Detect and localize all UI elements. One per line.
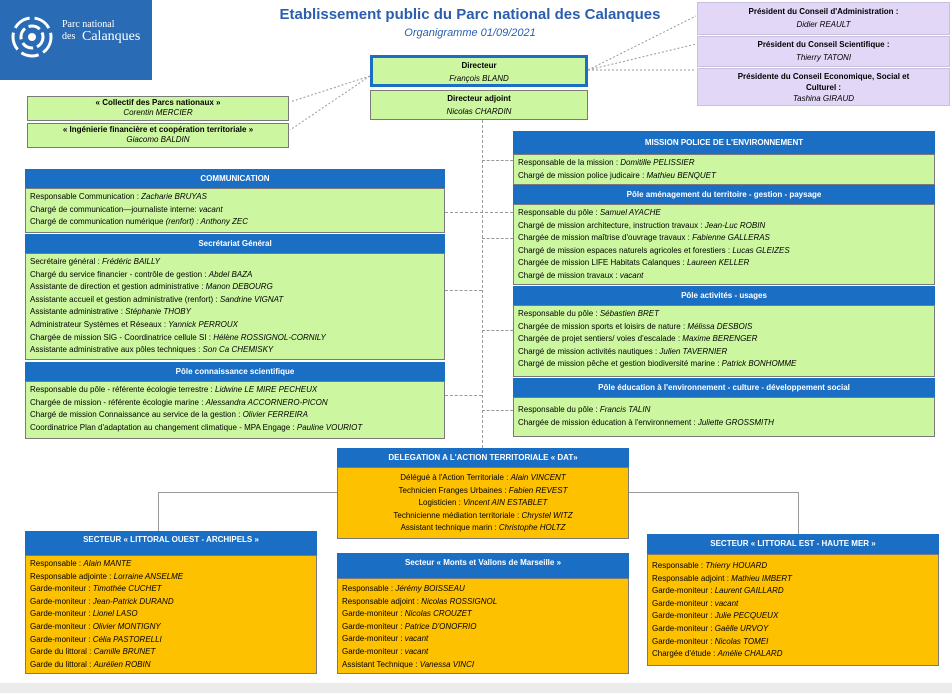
ingenierie-role: « Ingénierie financière et coopération territoriale »	[62, 125, 254, 134]
row-role: Chargé du service financier - contrôle de gestion :	[30, 269, 209, 279]
row-role: Responsable du pôle :	[518, 208, 600, 217]
row-role: Garde-moniteur :	[652, 611, 715, 621]
list-item	[518, 346, 930, 359]
row-role: Garde-moniteur :	[342, 609, 405, 619]
list-item	[30, 294, 440, 307]
row-name: Frédéric BAILLY	[102, 257, 161, 266]
list-item	[518, 245, 930, 258]
row-name: Domitille PELISSIER	[620, 158, 695, 167]
sector-link-est	[798, 492, 799, 534]
row-name: (renfort) : Anthony ZEC	[165, 217, 249, 227]
connector-police	[482, 160, 513, 161]
row-role: Garde-moniteur :	[652, 586, 715, 596]
row-name: Laurent GAILLARD	[714, 586, 784, 596]
council-sci-name: Thierry TATONI	[795, 52, 852, 62]
row-role: Chargé de mission pêche et gestion biodiversité marine :	[518, 359, 722, 369]
list-item	[518, 207, 930, 220]
council-admin-role: Président du Conseil d'Administration :	[748, 7, 899, 16]
row-role: Responsable du pôle - référente écologie terrestre :	[30, 385, 215, 394]
row-name: Patrick BONHOMME	[721, 359, 797, 369]
list-item	[30, 281, 440, 294]
connector-activites	[482, 330, 513, 331]
deputy-box	[370, 90, 588, 120]
row-role: Garde-moniteur :	[652, 598, 715, 608]
communication-box	[25, 188, 445, 233]
row-name: Vincent AIN ESTABLET	[463, 498, 548, 508]
row-role: Garde-moniteur :	[342, 646, 405, 656]
row-name: Mathieu BENQUET	[646, 170, 716, 180]
list-item	[652, 598, 934, 611]
monts-header: Secteur « Monts et Vallons de Marseille »	[337, 553, 629, 578]
collectif-name: Corentin MERCIER	[123, 107, 193, 117]
secretariat-header: Secrétariat Général	[25, 234, 445, 253]
logo-line3: Calanques	[82, 29, 141, 44]
deputy-role: Directeur adjoint	[447, 94, 511, 103]
row-role: Chargé de mission travaux :	[518, 270, 620, 280]
list-item	[342, 596, 624, 609]
row-role: Responsable adjointe :	[30, 571, 114, 581]
list-item	[652, 636, 934, 649]
row-role: Technicien Franges Urbaines :	[398, 485, 509, 495]
logo	[0, 0, 152, 80]
connector-amenagement	[482, 238, 513, 239]
row-role: Assistante accueil et gestion administrative (renfort) :	[30, 294, 220, 304]
row-name: Juliette GROSSMITH	[697, 417, 774, 427]
list-item	[30, 583, 312, 596]
littoral-est-box	[647, 554, 939, 666]
council-economic	[697, 68, 950, 106]
row-name: Jean-Luc ROBIN	[704, 220, 766, 230]
row-name: vacant	[619, 270, 644, 280]
row-name: Francis TALIN	[599, 405, 651, 414]
list-item	[30, 204, 440, 217]
delegation-header: DELEGATION A L'ACTION TERRITORIALE « DAT»	[337, 448, 629, 467]
list-item	[518, 417, 930, 430]
council-admin	[697, 2, 950, 35]
row-role: Chargé de mission activités nautiques :	[518, 346, 660, 356]
education-box	[513, 397, 935, 437]
connector-education	[482, 410, 513, 411]
list-item	[30, 397, 440, 410]
row-role: Chargé de communication numérique	[30, 217, 166, 227]
list-item	[652, 573, 934, 586]
row-name: vacant	[714, 598, 739, 608]
row-name: Alain MANTE	[83, 559, 132, 568]
list-item	[518, 157, 930, 170]
row-role: Chargée de mission SIG - Coordinatrice cellule SI :	[30, 332, 214, 342]
council-admin-name: Didier REAULT	[796, 19, 851, 29]
row-role: Chargé de mission Connaissance au service de la gestion :	[30, 410, 243, 420]
row-name: vacant	[198, 204, 223, 214]
list-item	[30, 344, 440, 357]
row-name: Lidwine LE MIRE PECHEUX	[215, 385, 318, 394]
list-item	[518, 232, 930, 245]
list-item	[518, 257, 930, 270]
row-role: Responsable du pôle :	[518, 309, 600, 318]
amenagement-header: Pôle aménagement du territoire - gestion - paysage	[513, 185, 935, 204]
list-item	[30, 256, 440, 269]
row-role: Chargé de communication—journaliste interne:	[30, 204, 199, 214]
connector-secretariat	[445, 290, 482, 291]
secretariat-box	[25, 253, 445, 360]
list-item	[30, 216, 440, 229]
row-name: Thierry HOUARD	[705, 561, 768, 570]
sector-link-ouest	[158, 492, 159, 532]
row-role: Garde-moniteur :	[30, 634, 93, 644]
row-name: Sébastien BRET	[599, 309, 659, 318]
list-item	[30, 558, 312, 571]
row-name: Nicolas TOMEI	[714, 636, 769, 646]
row-role: Responsable du pôle :	[518, 405, 600, 414]
row-role: Chargée de mission sports et loisirs de nature :	[518, 321, 688, 331]
row-name: Christophe HOLTZ	[498, 523, 566, 533]
row-role: Garde-moniteur :	[30, 609, 93, 619]
list-item	[30, 269, 440, 282]
row-name: Son Ca CHEMISKY	[202, 345, 274, 355]
row-name: Alessandra ACCORNERO-PICON	[205, 397, 328, 407]
list-item	[30, 608, 312, 621]
spiral-icon	[8, 14, 58, 60]
row-name: Julien TAVERNIER	[659, 346, 728, 356]
row-role: Administrateur Systèmes et Réseaux :	[30, 319, 169, 329]
deputy-name: Nicolas CHARDIN	[446, 106, 512, 116]
row-role: Garde du littoral :	[30, 647, 94, 657]
row-role: Chargée de projet sentiers/ voies d'escalade :	[518, 334, 683, 344]
row-name: Pauline VOURIOT	[296, 422, 363, 432]
row-role: Assistante administrative aux pôles techniques :	[30, 345, 203, 355]
list-item	[652, 560, 934, 573]
row-role: Responsable Communication :	[30, 192, 142, 201]
row-role: Garde-moniteur :	[652, 623, 715, 633]
row-name: Fabienne GALLERAS	[692, 233, 770, 243]
row-role: Responsable :	[652, 561, 706, 570]
list-item	[30, 634, 312, 647]
list-item	[518, 358, 930, 371]
list-item	[518, 333, 930, 346]
row-name: Sandrine VIGNAT	[219, 294, 284, 304]
logo-line2: des	[62, 31, 76, 42]
list-item	[518, 404, 930, 417]
row-name: Mélissa DESBOIS	[687, 321, 753, 331]
row-name: Aurélien ROBIN	[93, 659, 151, 669]
row-name: Jérémy BOISSEAU	[395, 584, 465, 593]
row-name: Yannick PERROUX	[168, 319, 238, 329]
council-scientific	[697, 36, 950, 67]
littoral-est-header: SECTEUR « LITTORAL EST - HAUTE MER »	[647, 534, 939, 554]
row-name: Gaëlle URVOY	[714, 623, 769, 633]
connaissance-box	[25, 381, 445, 439]
page-subtitle: Organigramme 01/09/2021	[404, 27, 536, 39]
monts-box	[337, 578, 629, 674]
list-item	[30, 332, 440, 345]
ingenierie-box	[27, 123, 289, 148]
row-name: vacant	[404, 646, 429, 656]
connaissance-header: Pôle connaissance scientifique	[25, 362, 445, 381]
row-role: Chargé de mission espaces naturels agricoles et forestiers :	[518, 245, 733, 255]
row-role: Logisticien :	[418, 498, 464, 508]
bottom-strip	[0, 683, 952, 693]
list-item	[30, 191, 440, 204]
main-connector	[482, 120, 483, 448]
row-role: Responsable de la mission :	[518, 158, 621, 167]
row-name: Chrystel WITZ	[521, 510, 573, 520]
row-name: Hélène ROSSIGNOL-CORNILY	[213, 332, 326, 342]
connector-left	[445, 212, 513, 213]
council-eco-role: Présidente du Conseil Economique, Social et Culturel :	[737, 72, 910, 92]
list-item	[30, 621, 312, 634]
list-item	[30, 646, 312, 659]
police-box	[513, 154, 935, 185]
row-role: Responsable adjoint :	[342, 596, 422, 606]
list-item	[652, 623, 934, 636]
police-header: MISSION POLICE DE L'ENVIRONNEMENT	[513, 131, 935, 154]
row-name: Abdel BAZA	[208, 269, 253, 279]
list-item	[342, 497, 624, 510]
row-name: Timothée CUCHET	[92, 584, 162, 594]
row-name: Mathieu IMBERT	[731, 573, 792, 583]
row-role: Chargé de mission police judicaire :	[518, 170, 647, 180]
director-box	[370, 55, 588, 87]
list-item	[30, 384, 440, 397]
list-item	[652, 610, 934, 623]
list-item	[342, 646, 624, 659]
row-role: Garde-moniteur :	[30, 621, 93, 631]
council-eco-name: Tashina GIRAUD	[792, 94, 855, 103]
row-name: Zacharie BRUYAS	[141, 192, 207, 201]
row-name: Olivier FERREIRA	[242, 410, 308, 420]
row-role: Responsable :	[342, 584, 396, 593]
activites-box	[513, 305, 935, 377]
list-item	[30, 596, 312, 609]
list-item	[30, 306, 440, 319]
list-item	[30, 571, 312, 584]
row-role: Garde-moniteur :	[342, 621, 405, 631]
row-name: Laureen KELLER	[686, 258, 750, 268]
list-item	[342, 608, 624, 621]
row-role: Coordinatrice Plan d'adaptation au changement climatique - MPA Engage :	[30, 422, 297, 432]
row-role: Chargée de mission éducation à l'environnement :	[518, 417, 698, 427]
row-role: Assistant Technique :	[342, 659, 420, 669]
row-name: Manon DEBOURG	[205, 282, 273, 292]
delegation-box	[337, 467, 629, 539]
row-name: Alain VINCENT	[510, 473, 566, 482]
row-role: Chargée de mission LIFE Habitats Calanques :	[518, 258, 687, 268]
row-name: Lionel LASO	[92, 609, 138, 619]
row-name: Patrice D'ONOFRIO	[404, 621, 477, 631]
list-item	[518, 321, 930, 334]
list-item	[30, 422, 440, 435]
council-sci-role: Président du Conseil Scientifique :	[757, 40, 890, 49]
list-item	[652, 648, 934, 661]
logo-line1: Parc national	[62, 19, 115, 30]
list-item	[518, 308, 930, 321]
list-item	[652, 585, 934, 598]
collectif-box	[27, 96, 289, 121]
list-item	[518, 170, 930, 183]
list-item	[518, 270, 930, 283]
row-role: Assistante de direction et gestion administrative :	[30, 282, 206, 292]
row-name: Julie PECQUEUX	[714, 611, 779, 621]
ingenierie-name: Giacomo BALDIN	[126, 134, 190, 144]
list-item	[30, 319, 440, 332]
row-name: Célia PASTORELLI	[92, 634, 162, 644]
list-item	[30, 409, 440, 422]
row-role: Délégué à l'Action Territoriale :	[400, 473, 511, 482]
row-name: Maxime BERENGER	[682, 334, 758, 344]
page-title: Etablissement public du Parc national des Calanques	[279, 6, 661, 23]
row-name: Vanessa VINCI	[419, 659, 475, 669]
row-role: Garde du littoral :	[30, 659, 94, 669]
row-role: Chargé de mission architecture, instruction travaux :	[518, 220, 705, 230]
row-role: Responsable adjoint :	[652, 573, 732, 583]
row-role: Assistante administrative :	[30, 307, 126, 317]
list-item	[518, 220, 930, 233]
row-name: vacant	[404, 634, 429, 644]
director-links	[288, 72, 372, 132]
row-role: Garde-moniteur :	[652, 636, 715, 646]
connector-connaissance	[445, 395, 482, 396]
row-name: Amélie CHALARD	[717, 649, 783, 659]
row-name: Lorraine ANSELME	[113, 571, 184, 581]
row-role: Garde-moniteur :	[342, 634, 405, 644]
collectif-role: « Collectif des Parcs nationaux »	[95, 98, 221, 107]
amenagement-box	[513, 204, 935, 285]
list-item	[342, 583, 624, 596]
list-item	[342, 510, 624, 523]
row-name: Nicolas CROUZET	[404, 609, 472, 619]
list-item	[342, 522, 624, 535]
row-role: Garde-moniteur :	[30, 584, 93, 594]
row-name: Jean-Patrick DURAND	[92, 596, 174, 606]
littoral-ouest-header: SECTEUR « LITTORAL OUEST - ARCHIPELS »	[25, 531, 317, 555]
row-role: Chargée de mission - référente écologie marine :	[30, 397, 206, 407]
list-item	[342, 659, 624, 672]
row-role: Chargée d'étude :	[652, 649, 718, 659]
director-name: François BLAND	[449, 73, 509, 83]
littoral-ouest-box	[25, 555, 317, 674]
row-role: Secrétaire général :	[30, 257, 103, 266]
row-role: Garde-moniteur :	[30, 596, 93, 606]
row-name: Nicolas ROSSIGNOL	[421, 596, 498, 606]
list-item	[30, 659, 312, 672]
list-item	[342, 621, 624, 634]
list-item	[342, 472, 624, 485]
education-header: Pôle éducation à l'environnement - culture - développement social	[513, 378, 935, 397]
row-name: Stéphanie THOBY	[125, 307, 191, 317]
row-role: Technicienne médiation territoriale :	[393, 510, 522, 520]
activites-header: Pôle activités - usages	[513, 286, 935, 305]
director-role: Directeur	[461, 61, 497, 70]
row-name: Fabien REVEST	[508, 485, 568, 495]
row-role: Responsable :	[30, 559, 84, 568]
communication-header: COMMUNICATION	[25, 169, 445, 188]
row-name: Lucas GLEIZES	[732, 245, 790, 255]
row-name: Samuel AYACHE	[599, 208, 661, 217]
row-role: Chargée de mission maîtrise d'ouvrage travaux :	[518, 233, 693, 243]
list-item	[342, 633, 624, 646]
list-item	[342, 485, 624, 498]
row-name: Olivier MONTIGNY	[92, 621, 161, 631]
row-role: Assistant technique marin :	[400, 523, 499, 533]
row-name: Camille BRUNET	[93, 647, 156, 657]
